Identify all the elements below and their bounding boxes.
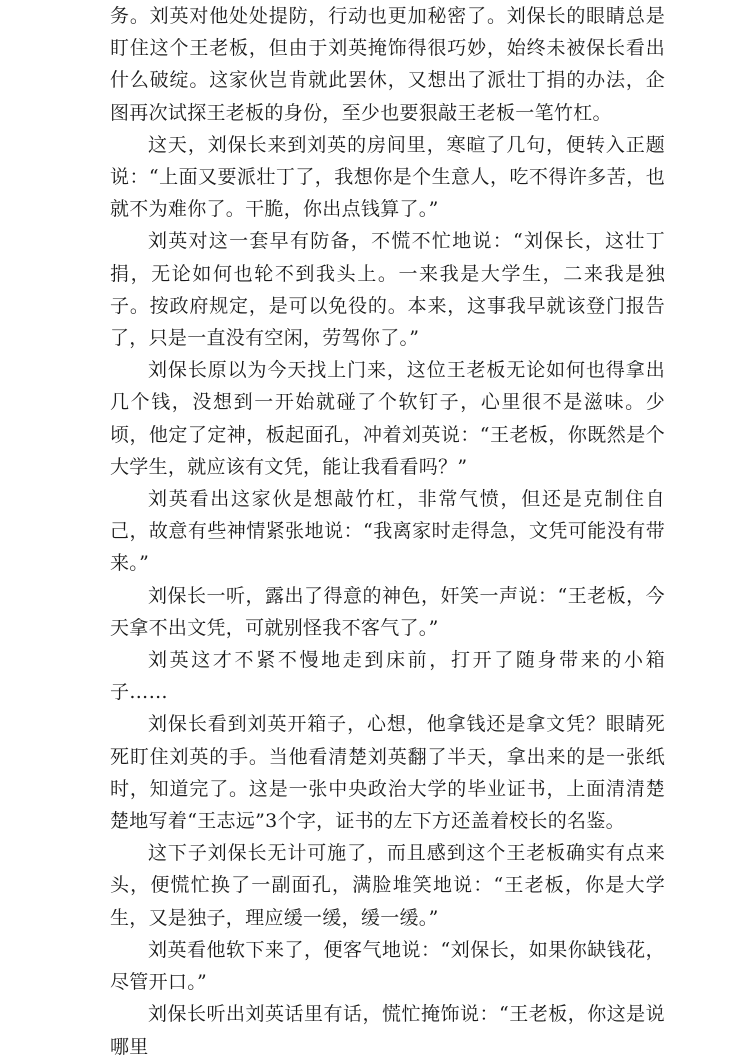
- paragraph-3: 刘英对这一套早有防备，不慌不忙地说：“刘保长，这壮丁捐，无论如何也轮不到我头上。一来我是大学生，二来我是独子。按政府规定，是可以免役的。本来，这事我早就该登门报告了，只是一直没有空闲，劳驾你了。”: [110, 230, 665, 350]
- paragraph-9: 这下子刘保长无计可施了，而且感到这个王老板确实有点来头，便慌忙换了一副面孔，满脸堆笑地说：“王老板，你是大学生，又是独子，理应缓一缓，缓一缓。”: [110, 842, 665, 929]
- paragraph-4: 刘保长原以为今天找上门来，这位王老板无论如何也得拿出几个钱，没想到一开始就碰了个软钉子，心里很不是滋味。少顷，他定了定神，板起面孔，冲着刘英说：“王老板，你既然是个大学生，就应该有文凭，能让我看看吗？”: [110, 359, 665, 478]
- paragraph-1: 务。刘英对他处处提防，行动也更加秘密了。刘保长的眼睛总是盯住这个王老板，但由于刘英掩饰得很巧妙，始终未被保长看出什么破绽。这家伙岂肯就此罢休，又想出了派壮丁捐的办法，企图再次试探王老板的身份，至少也要狠敲王老板一笔竹杠。: [110, 5, 665, 124]
- paragraph-2: 这天，刘保长来到刘英的房间里，寒暄了几句，便转入正题说：“上面又要派壮丁了，我想你是个生意人，吃不得许多苦，也就不为难你了。干脆，你出点钱算了。”: [110, 133, 665, 221]
- paragraph-5: 刘英看出这家伙是想敲竹杠，非常气愤，但还是克制住自己，故意有些神情紧张地说：“我离家时走得急，文凭可能没有带来。”: [110, 488, 665, 575]
- paragraph-7: 刘英这才不紧不慢地走到床前，打开了随身带来的小箱子……: [110, 649, 665, 704]
- paragraph-6: 刘保长一听，露出了得意的神色，奸笑一声说：“王老板，今天拿不出文凭，可就别怪我不客气了。”: [110, 584, 665, 639]
- document-body: [110, 0, 665, 1063]
- paragraph-8: 刘保长看到刘英开箱子，心想，他拿钱还是拿文凭？眼睛死死盯住刘英的手。当他看清楚刘英翻了半天，拿出来的是一张纸时，知道完了。这是一张中央政治大学的毕业证书，上面清清楚楚地写着“王志远”3个字，证书的左下方还盖着校长的名鉴。: [110, 713, 665, 833]
- paragraph-11: 刘保长听出刘英话里有话，慌忙掩饰说：“王老板，你这是说哪里: [110, 1003, 665, 1058]
- paragraph-10: 刘英看他软下来了，便客气地说：“刘保长，如果你缺钱花，尽管开口。”: [110, 938, 665, 994]
